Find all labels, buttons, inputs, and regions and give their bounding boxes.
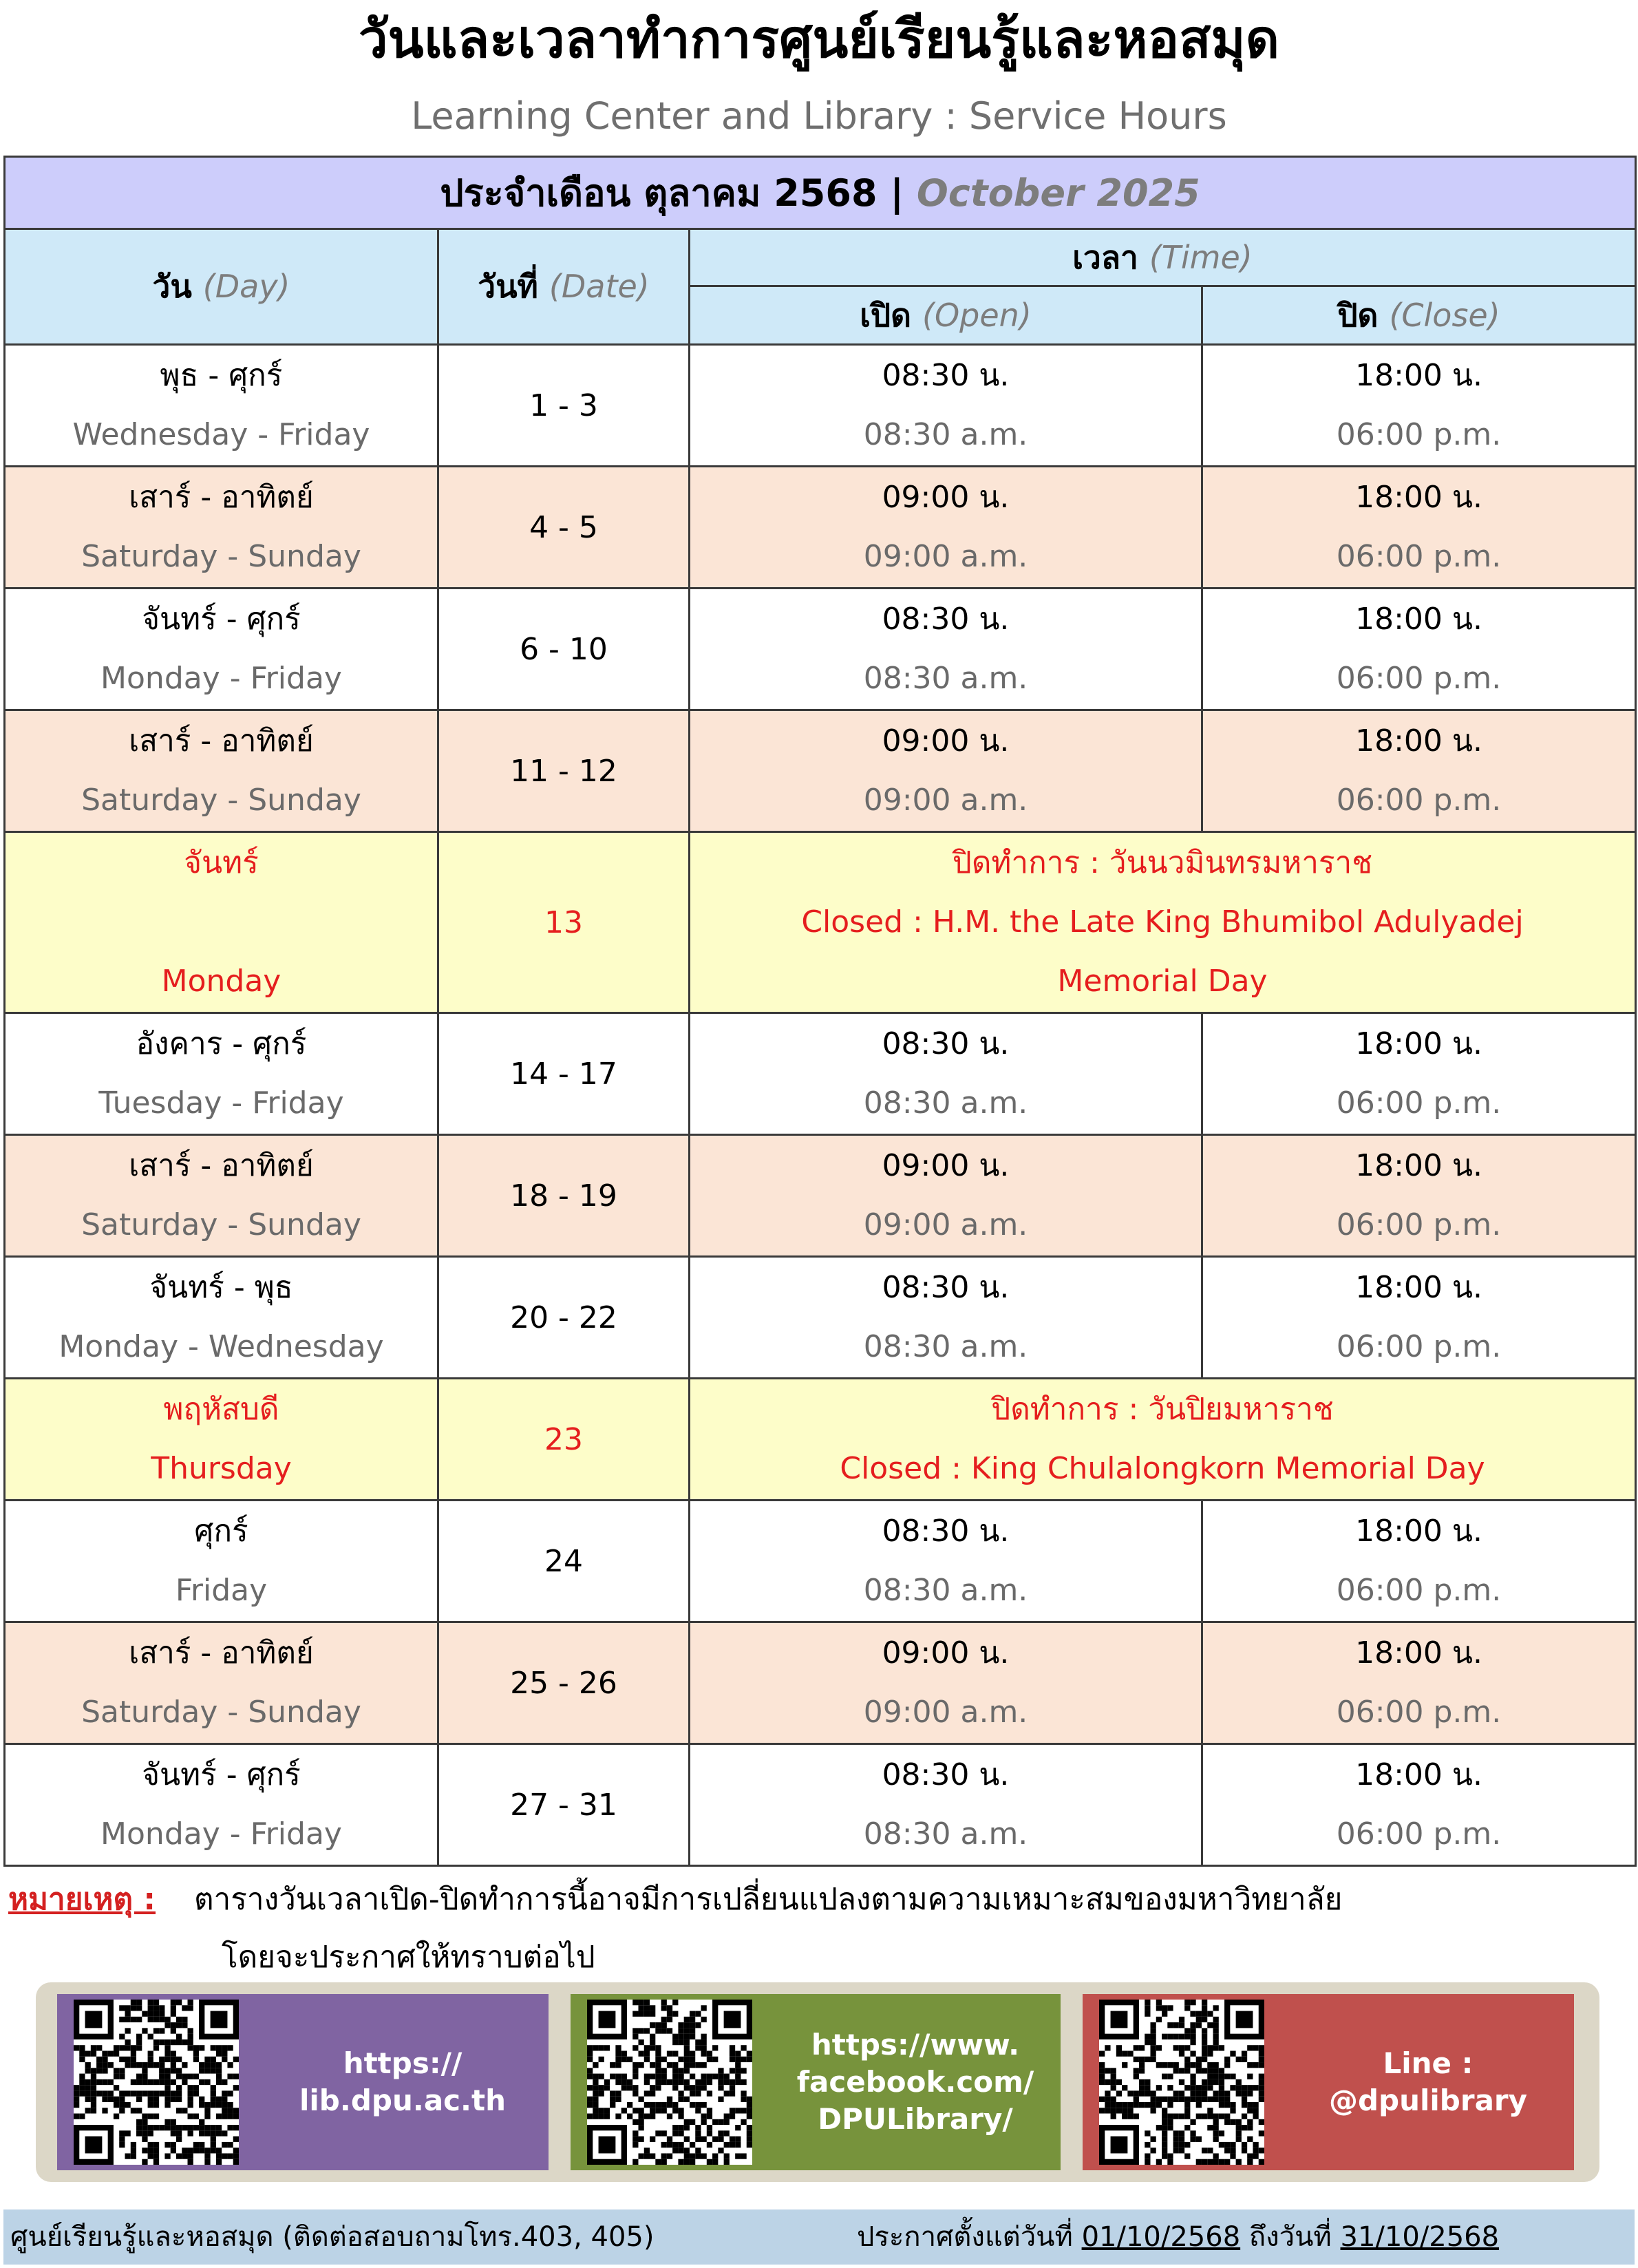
line-link-card[interactable] xyxy=(1083,1994,1574,2170)
day-thai: จันทร์ - ศุกร์ xyxy=(142,1757,301,1792)
open-thai: 08:30 น. xyxy=(882,1270,1010,1305)
close-thai: 18:00 น. xyxy=(1355,1635,1482,1671)
header-time xyxy=(690,229,1636,286)
open-english: 08:30 a.m. xyxy=(863,1816,1028,1852)
day-english: Saturday - Sunday xyxy=(81,1695,361,1730)
close-english: 06:00 p.m. xyxy=(1336,417,1502,452)
day-cell xyxy=(5,1379,438,1501)
close-thai: 18:00 น. xyxy=(1355,1270,1482,1305)
open-thai: 09:00 น. xyxy=(882,480,1010,515)
open-english: 08:30 a.m. xyxy=(863,1085,1028,1121)
close-english: 06:00 p.m. xyxy=(1336,1816,1502,1852)
close-english: 06:00 p.m. xyxy=(1336,1207,1502,1242)
day-thai: พุธ - ศุกร์ xyxy=(160,358,283,393)
open-cell xyxy=(690,345,1202,467)
from-date: 01/10/2568 xyxy=(1081,2221,1241,2253)
day-english: Monday - Friday xyxy=(100,1816,342,1852)
open-thai: 09:00 น. xyxy=(882,1635,1010,1671)
open-english: 08:30 a.m. xyxy=(863,1573,1028,1608)
header-time-en: (Time) xyxy=(1149,238,1253,276)
closed-english: Closed : King Chulalongkorn Memorial Day xyxy=(840,1451,1485,1486)
close-thai: 18:00 น. xyxy=(1355,1148,1482,1183)
day-cell xyxy=(5,1257,438,1379)
holiday-row xyxy=(5,832,1636,1013)
open-cell xyxy=(690,710,1202,832)
closed-english: Closed : H.M. the Late King Bhumibol Adulyadej xyxy=(801,904,1524,940)
day-english: Wednesday - Friday xyxy=(72,417,370,452)
day-cell xyxy=(5,710,438,832)
header-day xyxy=(5,229,438,345)
open-cell xyxy=(690,1744,1202,1866)
close-cell xyxy=(1202,710,1636,832)
close-cell xyxy=(1202,1013,1636,1135)
day-cell xyxy=(5,467,438,589)
day-thai: พฤหัสบดี xyxy=(163,1392,279,1427)
open-cell xyxy=(690,1622,1202,1744)
open-cell xyxy=(690,589,1202,710)
close-thai: 18:00 น. xyxy=(1355,1514,1482,1549)
to-date: 31/10/2568 xyxy=(1340,2221,1500,2253)
date-cell: 20 - 22 xyxy=(438,1257,690,1379)
facebook-link-card[interactable] xyxy=(571,1994,1061,2170)
open-english: 08:30 a.m. xyxy=(863,1329,1028,1364)
schedule-row xyxy=(5,1622,1636,1744)
day-english: Saturday - Sunday xyxy=(81,1207,361,1242)
day-thai: อังคาร - ศุกร์ xyxy=(136,1026,307,1061)
link-line: https:// xyxy=(343,2046,462,2080)
close-english: 06:00 p.m. xyxy=(1336,1573,1502,1608)
open-thai: 08:30 น. xyxy=(882,602,1010,637)
website-link-card[interactable] xyxy=(57,1994,549,2170)
header-close-th: ปิด xyxy=(1337,296,1379,334)
day-english: Tuesday - Friday xyxy=(98,1085,344,1121)
schedule-row xyxy=(5,1135,1636,1257)
close-thai: 18:00 น. xyxy=(1355,723,1482,759)
month-english: October 2025 xyxy=(916,171,1200,215)
link-line: @dpulibrary xyxy=(1328,2084,1528,2117)
day-thai: ศุกร์ xyxy=(194,1514,248,1549)
close-thai: 18:00 น. xyxy=(1355,1757,1482,1792)
close-cell xyxy=(1202,1622,1636,1744)
header-time-th: เวลา xyxy=(1072,238,1138,276)
open-thai: 08:30 น. xyxy=(882,358,1010,393)
open-cell xyxy=(690,1257,1202,1379)
footer-contact: ศูนย์เรียนรู้และหอสมุด (ติดต่อสอบถามโทร.403, 405) xyxy=(10,2221,655,2253)
date-cell: 13 xyxy=(438,832,690,1013)
close-cell xyxy=(1202,345,1636,467)
close-english: 06:00 p.m. xyxy=(1336,783,1502,818)
qr-code-icon xyxy=(1099,2000,1264,2165)
header-close xyxy=(1202,286,1636,345)
close-cell xyxy=(1202,1257,1636,1379)
closed-thai: ปิดทำการ : วันปิยมหาราช xyxy=(991,1392,1334,1427)
link-line: Line : xyxy=(1383,2046,1474,2080)
open-cell xyxy=(690,467,1202,589)
schedule-row xyxy=(5,345,1636,467)
day-english: Monday - Friday xyxy=(100,661,342,696)
date-cell: 6 - 10 xyxy=(438,589,690,710)
header-open-en: (Open) xyxy=(922,296,1032,334)
header-day-th: วัน xyxy=(152,268,192,305)
schedule-row xyxy=(5,589,1636,710)
day-english: Thursday xyxy=(151,1451,292,1486)
remark-label: หมายเหตุ : xyxy=(8,1882,156,1917)
open-thai: 09:00 น. xyxy=(882,1148,1010,1183)
header-day-en: (Day) xyxy=(202,268,290,305)
day-thai: เสาร์ - อาทิตย์ xyxy=(129,1635,314,1671)
day-thai: จันทร์ - ศุกร์ xyxy=(142,602,301,637)
schedule-table xyxy=(3,156,1637,1867)
open-english: 09:00 a.m. xyxy=(863,1207,1028,1242)
month-cell xyxy=(5,157,1636,229)
day-cell xyxy=(5,1622,438,1744)
day-cell xyxy=(5,589,438,710)
close-thai: 18:00 น. xyxy=(1355,480,1482,515)
close-english: 06:00 p.m. xyxy=(1336,1085,1502,1121)
day-thai: จันทร์ - พุธ xyxy=(149,1270,293,1305)
day-english: Saturday - Sunday xyxy=(81,783,361,818)
day-cell xyxy=(5,832,438,1013)
open-thai: 08:30 น. xyxy=(882,1026,1010,1061)
header-row-1 xyxy=(5,229,1636,286)
to-prefix: ถึงวันที่ xyxy=(1248,2221,1332,2253)
page-title: วันและเวลาทำการศูนย์เรียนรู้และหอสมุด xyxy=(359,8,1279,70)
schedule-row xyxy=(5,1257,1636,1379)
website-link-text[interactable] xyxy=(264,1994,542,2170)
schedule-row xyxy=(5,710,1636,832)
day-english: Friday xyxy=(175,1573,268,1608)
day-cell xyxy=(5,1501,438,1622)
date-cell: 18 - 19 xyxy=(438,1135,690,1257)
open-thai: 09:00 น. xyxy=(882,723,1010,759)
day-cell xyxy=(5,345,438,467)
day-english: Saturday - Sunday xyxy=(81,539,361,574)
closed-cell xyxy=(690,832,1636,1013)
close-english: 06:00 p.m. xyxy=(1336,1695,1502,1730)
open-cell xyxy=(690,1013,1202,1135)
date-cell: 24 xyxy=(438,1501,690,1622)
date-cell: 27 - 31 xyxy=(438,1744,690,1866)
close-cell xyxy=(1202,1501,1636,1622)
announce-prefix: ประกาศตั้งแต่วันที่ xyxy=(857,2221,1073,2253)
open-cell xyxy=(690,1501,1202,1622)
remark-text: ตารางวันเวลาเปิด-ปิดทำการนี้อาจมีการเปลี่ยนแปลงตามความเหมาะสมของมหาวิทยาลัย xyxy=(193,1882,1343,1917)
contact-links-bar xyxy=(36,1982,1599,2182)
day-thai: จันทร์ xyxy=(184,845,259,880)
link-line: DPULibrary/ xyxy=(818,2102,1013,2136)
header-close-en: (Close) xyxy=(1389,296,1500,334)
holiday-row xyxy=(5,1379,1636,1501)
link-line: facebook.com/ xyxy=(796,2065,1034,2099)
close-cell xyxy=(1202,467,1636,589)
open-english: 09:00 a.m. xyxy=(863,1695,1028,1730)
month-row xyxy=(5,157,1636,229)
link-line: lib.dpu.ac.th xyxy=(299,2084,506,2117)
open-cell xyxy=(690,1135,1202,1257)
header-date xyxy=(438,229,690,345)
close-cell xyxy=(1202,589,1636,710)
close-thai: 18:00 น. xyxy=(1355,602,1482,637)
close-cell xyxy=(1202,1744,1636,1866)
schedule-row xyxy=(5,467,1636,589)
day-thai: เสาร์ - อาทิตย์ xyxy=(129,1148,314,1183)
open-english: 08:30 a.m. xyxy=(863,417,1028,452)
closed-thai: ปิดทำการ : วันนวมินทรมหาราช xyxy=(952,845,1373,880)
date-cell: 14 - 17 xyxy=(438,1013,690,1135)
day-cell xyxy=(5,1013,438,1135)
schedule-row xyxy=(5,1744,1636,1866)
footer-announce xyxy=(857,2209,1499,2265)
closed-cell xyxy=(690,1379,1636,1501)
day-cell xyxy=(5,1135,438,1257)
header-open-th: เปิด xyxy=(860,296,911,334)
open-english: 08:30 a.m. xyxy=(863,661,1028,696)
close-cell xyxy=(1202,1135,1636,1257)
day-english: Monday xyxy=(161,964,281,999)
date-cell: 11 - 12 xyxy=(438,710,690,832)
open-thai: 08:30 น. xyxy=(882,1757,1010,1792)
qr-code-icon xyxy=(74,2000,239,2165)
open-english: 09:00 a.m. xyxy=(863,783,1028,818)
day-english: Monday - Wednesday xyxy=(58,1329,384,1364)
close-thai: 18:00 น. xyxy=(1355,1026,1482,1061)
page-subtitle: Learning Center and Library : Service Hours xyxy=(411,94,1227,138)
date-cell: 25 - 26 xyxy=(438,1622,690,1744)
remark-text-cont: โดยจะประกาศให้ทราบต่อไป xyxy=(222,1940,595,1975)
schedule-row xyxy=(5,1501,1636,1622)
date-cell: 1 - 3 xyxy=(438,345,690,467)
close-english: 06:00 p.m. xyxy=(1336,1329,1502,1364)
header-date-en: (Date) xyxy=(549,268,650,305)
closed-english-cont: Memorial Day xyxy=(1057,964,1268,999)
header-date-th: วันที่ xyxy=(478,268,538,305)
close-thai: 18:00 น. xyxy=(1355,358,1482,393)
date-cell: 4 - 5 xyxy=(438,467,690,589)
day-thai: เสาร์ - อาทิตย์ xyxy=(129,723,314,759)
day-cell xyxy=(5,1744,438,1866)
day-thai: เสาร์ - อาทิตย์ xyxy=(129,480,314,515)
date-cell: 23 xyxy=(438,1379,690,1501)
open-thai: 08:30 น. xyxy=(882,1514,1010,1549)
header-open xyxy=(690,286,1202,345)
open-english: 09:00 a.m. xyxy=(863,539,1028,574)
line-link-text[interactable] xyxy=(1289,1994,1567,2170)
footer-bar xyxy=(3,2209,1635,2265)
schedule-row xyxy=(5,1013,1636,1135)
close-english: 06:00 p.m. xyxy=(1336,539,1502,574)
link-line: https://www. xyxy=(811,2028,1020,2062)
close-english: 06:00 p.m. xyxy=(1336,661,1502,696)
month-thai: ประจำเดือน ตุลาคม 2568 | xyxy=(440,171,904,215)
qr-code-icon xyxy=(587,2000,752,2165)
facebook-link-text[interactable] xyxy=(777,1994,1054,2170)
